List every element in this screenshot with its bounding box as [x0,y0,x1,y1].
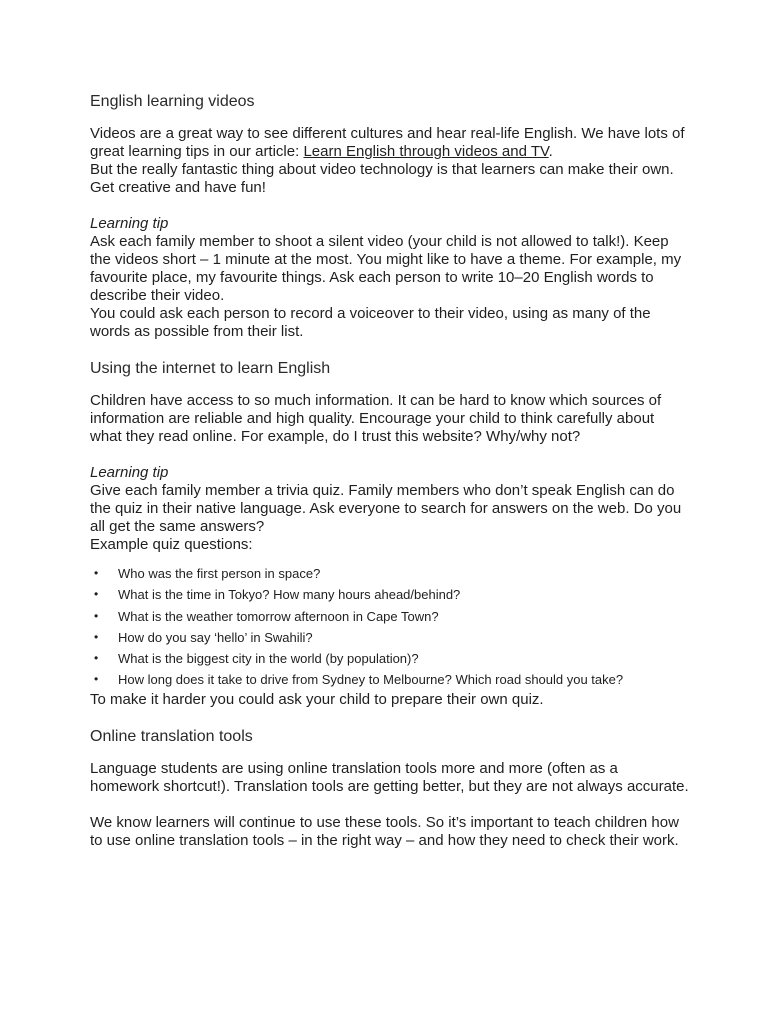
videos-intro-paragraph [90,125,690,161]
videos-intro-text: Videos are a great way to see different cultures and hear real-life English. We have lots of great learning tips in our article: [90,125,685,160]
learn-english-videos-link[interactable]: Learn English through videos and TV [303,143,549,160]
internet-intro-paragraph: Children have access to so much information. It can be hard to know which sources of information are reliable and high quality. Encourage your child to think carefully about what they read online. For example, do I trust this website? Why/why not? [90,392,662,445]
learning-tip-label: Learning tip [90,464,169,481]
quiz-question-list [90,563,690,691]
learning-tip-label: Learning tip [90,215,169,232]
list-item: • How long does it take to drive from Sydney to Melbourne? Which road should you take? [90,669,690,690]
list-item: • Who was the first person in space? [90,563,690,584]
list-item: • How do you say ‘hello’ in Swahili? [90,627,690,648]
translation-paragraph-2: We know learners will continue to use these tools. So it’s important to teach children how to use online translation tools – in the right way – and how they need to check their work. [90,813,679,849]
translation-paragraph-1: Language students are using online translation tools more and more (often as a homework shortcut!). Translation tools are getting better, but they are not always accurate. [90,759,689,795]
videos-tip-paragraph: Ask each family member to shoot a silent video (your child is not allowed to talk!). Keep the videos short – 1 minute at the most. You might like to have a theme. For example, my favourite place, my favourite things. Ask each person to write 10–20 English words to describe their video. [90,233,682,304]
example-quiz-label: Example quiz questions: [90,536,253,553]
heading-online-translation-tools: Online translation tools [90,727,253,745]
internet-outro-paragraph: To make it harder you could ask your child to prepare their own quiz. [90,690,544,708]
internet-tip-paragraph: Give each family member a trivia quiz. Family members who don’t speak English can do the quiz in their native language. Ask everyone to search for answers on the web. Do you all get the same answers? [90,482,682,535]
list-item: • What is the weather tomorrow afternoon in Cape Town? [90,606,690,627]
document-page [90,92,690,850]
videos-tip-paragraph-2: You could ask each person to record a voiceover to their video, using as many of the words as possible from their list. [90,305,651,340]
videos-intro-period: . [548,143,553,160]
videos-intro-paragraph-2: But the really fantastic thing about video technology is that learners can make their own. Get creative and have fun! [90,161,674,196]
list-item: • What is the time in Tokyo? How many hours ahead/behind? [90,584,690,605]
heading-using-internet: Using the internet to learn English [90,360,331,377]
list-item: • What is the biggest city in the world (by population)? [90,648,690,669]
heading-english-learning-videos: English learning videos [90,93,255,110]
